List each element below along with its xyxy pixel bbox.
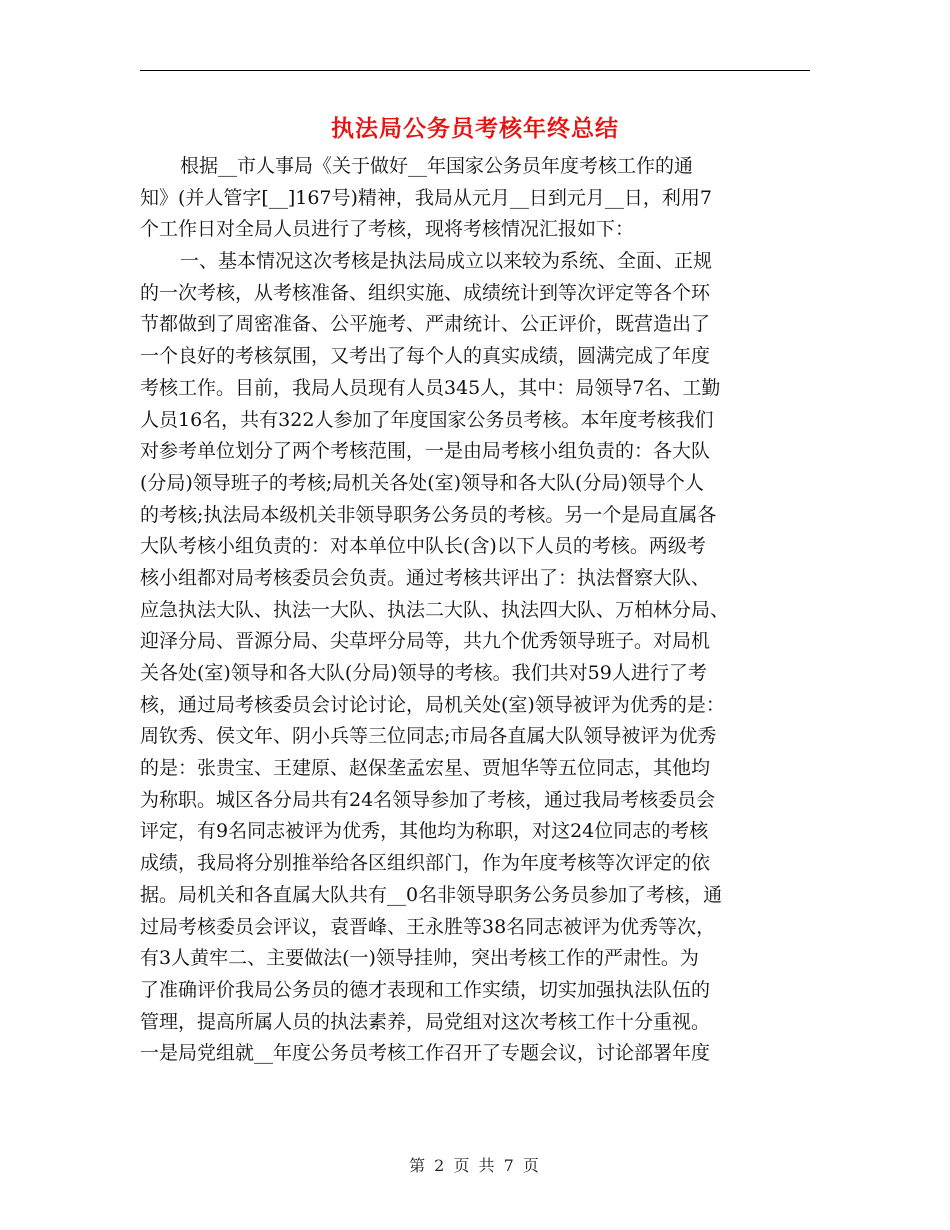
body-line: 一、基本情况这次考核是执法局成立以来较为系统、全面、正规 xyxy=(180,250,713,273)
body-line: 根据__市人事局《关于做好__年国家公务员年度考核工作的通 xyxy=(180,155,694,177)
body-line: (分局)领导班子的考核;局机关各处(室)领导和各大队(分局)领导个人 xyxy=(140,471,704,494)
body-line: 人员16名，共有322人参加了年度国家公务员考核。本年度考核我们 xyxy=(140,408,714,431)
body-line: 据。局机关和各直属大队共有__0名非领导职务公务员参加了考核，通 xyxy=(140,883,723,906)
body-line: 一个良好的考核氛围，又考出了每个人的真实成绩，圆满完成了年度 xyxy=(140,345,711,368)
body-line: 应急执法大队、执法一大队、执法二大队、执法四大队、万柏林分局、 xyxy=(140,598,730,621)
body-line: 个工作日对全局人员进行了考核，现将考核情况汇报如下： xyxy=(140,218,635,241)
body-line: 大队考核小组负责的：对本单位中队长(含)以下人员的考核。两级考 xyxy=(140,535,706,558)
body-line: 节都做到了周密准备、公平施考、严肃统计、公正评价，既营造出了 xyxy=(140,313,711,336)
document-title: 执法局公务员考核年终总结 xyxy=(331,116,619,142)
body-line: 管理，提高所属人员的执法素养，局党组对这次考核工作十分重视。 xyxy=(140,1010,711,1033)
body-line: 成绩，我局将分别推举给各区组织部门，作为年度考核等次评定的依 xyxy=(140,852,711,875)
body-line: 有3人黄牢二、主要做法(一)领导挂帅，突出考核工作的严肃性。为 xyxy=(140,947,699,970)
body-line: 为称职。城区各分局共有24名领导参加了考核，通过我局考核委员会 xyxy=(140,788,716,811)
body-line: 评定，有9名同志被评为优秀，其他均为称职，对这24位同志的考核 xyxy=(140,820,709,843)
body-line: 一是局党组就__年度公务员考核工作召开了专题会议，讨论部署年度 xyxy=(140,1042,711,1065)
body-line: 了准确评价我局公务员的德才表现和工作实绩，切实加强执法队伍的 xyxy=(140,978,711,1001)
body-line: 对参考单位划分了两个考核范围，一是由局考核小组负责的：各大队 xyxy=(140,440,711,463)
body-line: 考核工作。目前，我局人员现有人员345人，其中：局领导7名、工勤 xyxy=(140,376,721,399)
header-rule xyxy=(140,70,810,71)
body-line: 关各处(室)领导和各大队(分局)领导的考核。我们共对59人进行了考 xyxy=(140,662,707,684)
body-line: 迎泽分局、晋源分局、尖草坪分局等，共九个优秀领导班子。对局机 xyxy=(140,630,711,653)
body-line: 核，通过局考核委员会讨论讨论，局机关处(室)领导被评为优秀的是： xyxy=(140,693,725,716)
body-line: 的是：张贵宝、王建原、赵保垄孟宏星、贾旭华等五位同志，其他均 xyxy=(140,757,711,780)
body-line: 知》(并人管字[__]167号)精神，我局从元月__日到元月__日，利用7 xyxy=(140,186,713,209)
body-line: 过局考核委员会评议，袁晋峰、王永胜等38名同志被评为优秀等次， xyxy=(140,915,716,938)
body-line: 的考核;执法局本级机关非领导职务公务员的考核。另一个是局直属各 xyxy=(140,503,717,526)
body-line: 核小组都对局考核委员会负责。通过考核共评出了：执法督察大队、 xyxy=(140,566,711,589)
page-number-footer: 第 2 页 共 7 页 xyxy=(409,1156,541,1175)
body-line: 的一次考核，从考核准备、组织实施、成绩统计到等次评定等各个环 xyxy=(140,281,711,304)
body-line: 周钦秀、侯文年、阴小兵等三位同志;市局各直属大队领导被评为优秀 xyxy=(140,725,717,748)
document-body xyxy=(140,151,810,1070)
